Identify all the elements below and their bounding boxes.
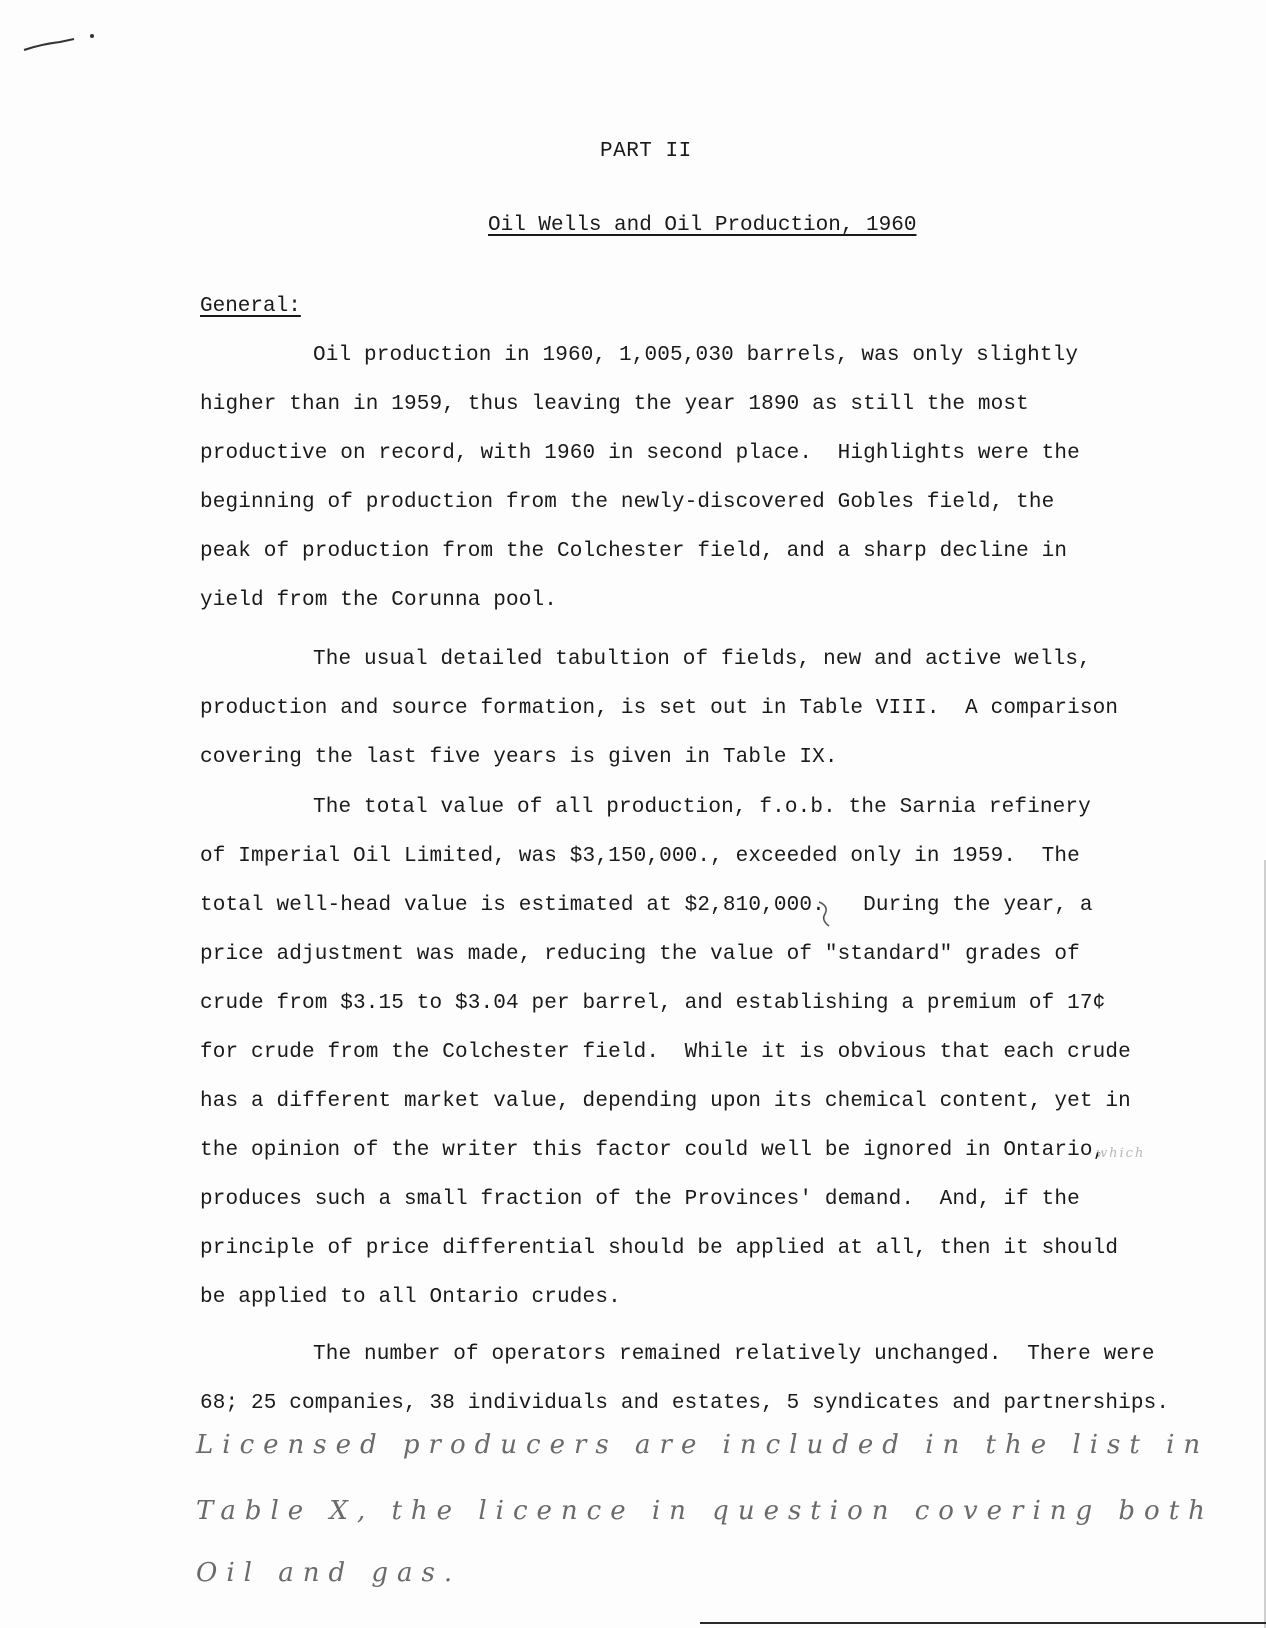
paragraph-line: has a different market value, depending upon its chemical content, yet in — [200, 1090, 1131, 1113]
paragraph-line: for crude from the Colchester field. While it is obvious that each crude — [200, 1041, 1131, 1064]
paragraph-line: price adjustment was made, reducing the value of "standard" grades of — [200, 943, 1080, 966]
paragraph-line: be applied to all Ontario crudes. — [200, 1286, 621, 1309]
handwritten-line: Oil and gas. — [196, 1558, 462, 1588]
paragraph-line: the opinion of the writer this factor could well be ignored in Ontario, — [200, 1139, 1106, 1162]
paragraph-line: peak of production from the Colchester field, and a sharp decline in — [200, 540, 1068, 563]
paragraph-line: Oil production in 1960, 1,005,030 barrels, was only slightly — [313, 344, 1079, 367]
handwritten-line: Table X, the licence in question covering both — [196, 1496, 1214, 1526]
paragraph-line: crude from $3.15 to $3.04 per barrel, and establishing a premium of 17¢ — [200, 992, 1106, 1015]
general-subheading: General: — [200, 295, 301, 318]
paragraph-line: principle of price differential should be applied at all, then it should — [200, 1237, 1119, 1260]
paragraph-line: total well-head value is estimated at $2,810,000. During the year, a — [200, 894, 1093, 917]
paragraph-line: The usual detailed tabultion of fields, new and active wells, — [313, 648, 1091, 671]
paragraph-line: productive on record, with 1960 in second place. Highlights were the — [200, 442, 1080, 465]
paragraph-line: The total value of all production, f.o.b. the Sarnia refinery — [313, 796, 1091, 819]
handwritten-line: Licensed producers are included in the list in — [196, 1430, 1210, 1460]
handwritten-margin-note: which — [1096, 1146, 1146, 1161]
paragraph-line: of Imperial Oil Limited, was $3,150,000., exceeded only in 1959. The — [200, 845, 1080, 868]
section-title: Oil Wells and Oil Production, 1960 — [488, 214, 917, 237]
paragraph-line: yield from the Corunna pool. — [200, 589, 558, 612]
paragraph-line: higher than in 1959, thus leaving the year 1890 as still the most — [200, 393, 1029, 416]
paragraph-line: The number of operators remained relatively unchanged. There were — [313, 1343, 1155, 1366]
paragraph-line: produces such a small fraction of the Provinces' demand. And, if the — [200, 1188, 1080, 1211]
paragraph-line: beginning of production from the newly-discovered Gobles field, the — [200, 491, 1055, 514]
paragraph-line: production and source formation, is set out in Table VIII. A comparison — [200, 697, 1119, 720]
pen-correction-mark — [815, 898, 837, 932]
pen-stroke-mark — [22, 30, 102, 54]
part-heading: PART II — [600, 140, 692, 163]
paragraph-line: covering the last five years is given in Table IX. — [200, 746, 838, 769]
page-bottom-edge — [700, 1622, 1266, 1624]
paragraph-line: 68; 25 companies, 38 individuals and estates, 5 syndicates and partnerships. — [200, 1392, 1170, 1415]
